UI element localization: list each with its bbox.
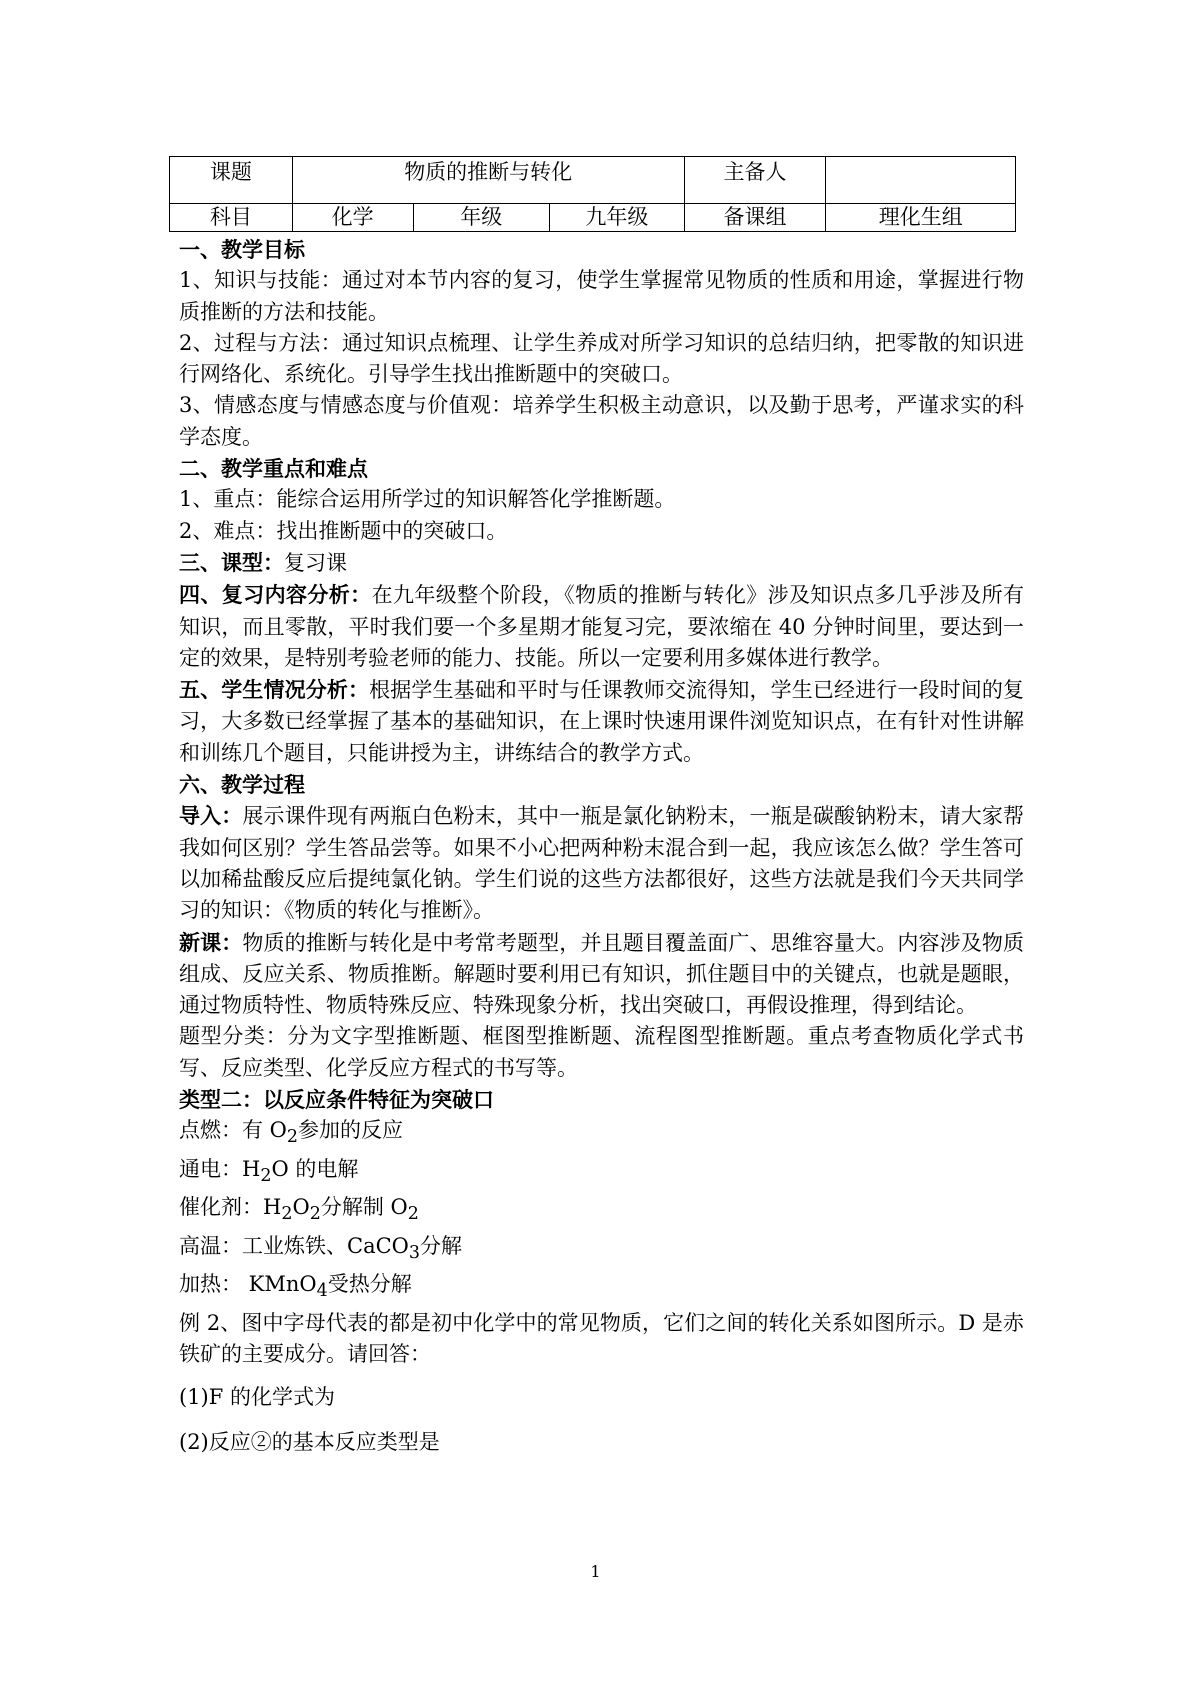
section-5: [179, 674, 1024, 769]
group-label: 备课组: [684, 204, 826, 232]
subject-value: 化学: [292, 204, 413, 232]
section-2-heading: 二、教学重点和难点: [179, 456, 368, 482]
example-2-text: 例 2、图中字母代表的都是初中化学中的常见物质，它们之间的转化关系如图所示。D 是赤铁矿的主要成分。请回答：: [179, 1310, 1024, 1367]
grade-label: 年级: [413, 204, 550, 232]
section-5-label: 五、学生情况分析：: [179, 677, 370, 703]
goal-knowledge: 1、知识与技能：通过对本节内容的复习，使学生掌握常见物质的性质和用途，掌握进行物质推断的方法和技能。: [179, 268, 1024, 324]
condition-ignition: 点燃：有 $O_2$参加的反应: [179, 1118, 404, 1148]
section-1-heading: 一、教学目标: [179, 237, 305, 262]
section-4-text: 在九年级整个阶段，《物质的推断与转化》涉及知识点多几乎涉及所有知识，而且零散，平时我们要一个多星期才能复习完，要浓缩在 40 分钟时间里，要达到一定的效果，是特别考验老师的能力、技能。所以一定要利用多媒体进行教学。: [179, 583, 1024, 670]
condition-electrolysis: 通电：$H_2O$ 的电解: [179, 1156, 359, 1186]
section-5-text: 根据学生基础和平时与任课教师交流得知，学生已经进行一段时间的复习，大多数已经掌握了基本的基础知识，在上课时快速用课件浏览知识点，在有针对性讲解和训练几个题目，只能讲授为主，讲练结合的教学方式。: [179, 678, 1024, 765]
condition-catalyst: 催化剂：$H_2O_2$分解制 $O_2$: [179, 1195, 419, 1225]
info-row-1: [170, 157, 1016, 204]
new-lesson-paragraph: [179, 927, 1024, 1022]
question-1: (1)F 的化学式为: [179, 1385, 335, 1410]
section-4-label: 四、复习内容分析：: [179, 582, 372, 608]
type-2-heading: 类型二：以反应条件特征为突破口: [179, 1087, 494, 1113]
intro-label: 导入：: [179, 803, 243, 829]
difficult-point: 2、难点：找出推断题中的突破口。: [179, 518, 508, 543]
new-lesson-text: 物质的推断与转化是中考常考题型，并且题目覆盖面广、思维容量大。内容涉及物质组成、反应关系、物质推断。解题时要利用已有知识，抓住题目中的关键点，也就是题眼，通过物质特性、物质特殊反应、特殊现象分析，找出突破口，再假设推理，得到结论。: [179, 930, 1025, 1018]
question-2: (2)反应②的基本反应类型是: [179, 1430, 440, 1455]
condition-heating: 加热： KMnO$_4$受热分解: [179, 1272, 412, 1302]
section-3-text: 复习课: [284, 550, 347, 575]
topic-value: 物质的推断与转化: [292, 157, 684, 204]
section-3-label: 三、课型：: [179, 549, 284, 575]
intro-paragraph: [179, 800, 1024, 926]
lesson-info-table: [169, 156, 1016, 232]
key-point: 1、重点：能综合运用所学过的知识解答化学推断题。: [179, 487, 676, 512]
section-6-heading: 六、教学过程: [179, 772, 305, 798]
preparer-value: [826, 157, 1016, 204]
document-body: [179, 156, 1024, 1458]
condition-high-temp: 高温：工业炼铁、CaCO$_3$分解: [179, 1233, 463, 1263]
info-row-2: [170, 204, 1016, 232]
page-number: 1: [590, 1562, 601, 1581]
topic-label: 课题: [170, 157, 293, 204]
goal-attitude: 3、情感态度与情感态度与价值观：培养学生积极主动意识，以及勤于思考，严谨求实的科学态度。: [179, 393, 1024, 449]
section-4: [179, 579, 1024, 674]
question-types: 题型分类：分为文字型推断题、框图型推断题、流程图型推断题。重点考查物质化学式书写、反应类型、化学反应方程式的书写等。: [179, 1024, 1024, 1080]
subject-label: 科目: [170, 204, 293, 232]
intro-text: 展示课件现有两瓶白色粉末，其中一瓶是氯化钠粉末，一瓶是碳酸钠粉末，请大家帮我如何区别？学生答品尝等。如果不小心把两种粉末混合到一起，我应该怎么做？学生答可以加稀盐酸反应后提纯氯化钠。学生们说的这些方法都很好，这些方法就是我们今天共同学习的知识：《物质的转化与推断》。: [179, 804, 1025, 923]
preparer-label: 主备人: [684, 157, 826, 204]
goal-process: 2、过程与方法：通过知识点梳理、让学生养成对所学习知识的总结归纳，把零散的知识进行网络化、系统化。引导学生找出推断题中的突破口。: [179, 330, 1024, 387]
new-lesson-label: 新课：: [179, 929, 243, 955]
section-3: [179, 547, 1024, 579]
grade-value: 九年级: [550, 204, 684, 232]
group-value: 理化生组: [826, 204, 1016, 232]
